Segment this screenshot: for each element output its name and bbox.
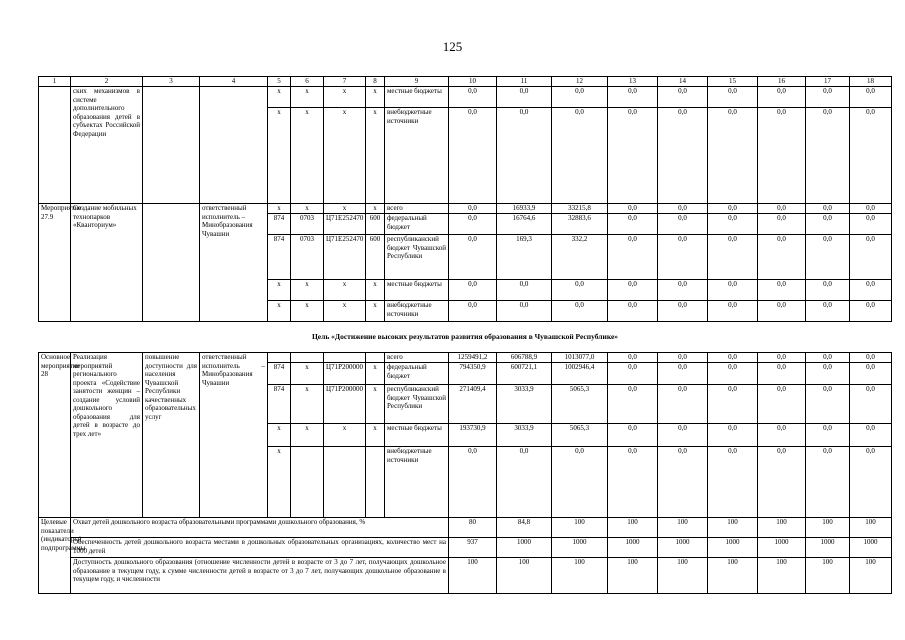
value-cell: 0,0 [708,87,758,108]
value-cell: 32883,6 [552,214,608,235]
value-cell: 0,0 [708,363,758,385]
event-number-cell [39,87,71,204]
code-cell [291,447,324,518]
code-cell: 0703 [291,235,324,280]
value-cell: 0,0 [708,353,758,363]
value-cell: 0,0 [658,280,708,301]
value-cell: 0,0 [608,87,658,108]
table-row [39,87,892,108]
code-cell: x [366,87,385,108]
value-cell: 0,0 [608,363,658,385]
funding-source: всего [385,353,449,363]
value-cell: 0,0 [806,447,850,518]
value-cell: 100 [850,558,892,594]
column-header: 10 [449,77,497,87]
value-cell: 0,0 [758,235,806,280]
value-cell: 0,0 [758,385,806,424]
value-cell: 0,0 [806,424,850,447]
value-cell: 271409,4 [449,385,497,424]
code-cell: x [366,204,385,214]
value-cell: 0,0 [552,447,608,518]
value-cell: 0,0 [758,447,806,518]
value-cell: 0,0 [850,385,892,424]
value-cell: 0,0 [758,363,806,385]
value-cell: 0,0 [758,424,806,447]
value-cell: 0,0 [758,301,806,322]
value-cell: 0,0 [497,447,552,518]
value-cell: 100 [608,558,658,594]
code-cell: x [366,301,385,322]
value-cell: 0,0 [608,424,658,447]
code-cell: 874 [268,363,291,385]
event-name: ских механизмов в системе дополнительного образования детей в субъектах Российской Федерации [71,87,143,204]
value-cell: 600721,1 [497,363,552,385]
column-header: 15 [708,77,758,87]
code-cell: x [291,385,324,424]
value-cell: 0,0 [608,353,658,363]
funding-source: федеральный бюджет [385,363,449,385]
value-cell: 100 [806,558,850,594]
code-cell [268,353,291,363]
value-cell: 0,0 [497,301,552,322]
value-cell: 794350,9 [449,363,497,385]
value-cell: 0,0 [850,301,892,322]
code-cell [291,353,324,363]
value-cell: 0,0 [658,424,708,447]
executor: ответственный исполнитель – Минобразования Чувашии [200,353,268,518]
code-cell: x [268,204,291,214]
value-cell: 0,0 [552,280,608,301]
value-cell: 0,0 [658,385,708,424]
value-cell: 0,0 [708,280,758,301]
value-cell: 3033,9 [497,424,552,447]
value-cell: 0,0 [449,87,497,108]
code-cell: x [324,87,366,108]
event-name: Создание мобильных технопарков «Кванториум» [71,204,143,322]
value-cell: 0,0 [497,87,552,108]
table-row [39,353,892,363]
value-cell: 0,0 [449,447,497,518]
value-cell: 0,0 [850,353,892,363]
column-header: 14 [658,77,708,87]
code-cell: x [324,280,366,301]
value-cell: 0,0 [658,204,708,214]
goal-cell [143,204,200,322]
code-cell: 874 [268,214,291,235]
value-cell: 0,0 [658,447,708,518]
value-cell: 0,0 [850,424,892,447]
value-cell: 100 [552,558,608,594]
code-cell: 874 [268,235,291,280]
code-cell: x [324,301,366,322]
column-header: 4 [200,77,268,87]
column-header: 11 [497,77,552,87]
column-header: 7 [324,77,366,87]
funding-source: местные бюджеты [385,280,449,301]
value-cell: 1002946,4 [552,363,608,385]
funding-source: местные бюджеты [385,87,449,108]
value-cell: 0,0 [806,87,850,108]
value-cell: 0,0 [850,214,892,235]
value-cell: 1000 [552,538,608,558]
code-cell [324,353,366,363]
code-cell: Ц71Р200000 [324,385,366,424]
value-cell: 0,0 [658,353,708,363]
column-header: 16 [758,77,806,87]
value-cell: 0,0 [708,447,758,518]
value-cell: 0,0 [608,280,658,301]
goal-cell [143,87,200,204]
indicator-row [39,558,892,594]
value-cell: 0,0 [449,301,497,322]
value-cell: 0,0 [708,204,758,214]
funding-source: внебюджетные источники [385,301,449,322]
value-cell: 5065,3 [552,385,608,424]
value-cell: 100 [658,558,708,594]
column-header: 2 [71,77,143,87]
value-cell: 100 [708,558,758,594]
value-cell: 0,0 [608,447,658,518]
value-cell: 0,0 [806,385,850,424]
value-cell: 16764,6 [497,214,552,235]
value-cell: 100 [497,558,552,594]
column-header: 1 [39,77,71,87]
value-cell: 33215,8 [552,204,608,214]
value-cell: 0,0 [658,87,708,108]
value-cell: 100 [850,518,892,538]
value-cell: 0,0 [497,108,552,204]
indicator-text: Доступность дошкольного образования (отношение численности детей в возрасте от 3 до 7 лет, получающих дошкольное образование в текущем году, к сумме численности детей в возрасте от 3 до 7 лет, получающих дошкольное образование в текущем году, и численности [71,558,449,594]
value-cell: 0,0 [708,424,758,447]
value-cell: 0,0 [850,280,892,301]
value-cell: 0,0 [708,235,758,280]
value-cell: 84,8 [497,518,552,538]
indicators-label: Целевые показатели (индикаторы) подпрограммы [39,518,71,594]
value-cell: 0,0 [708,214,758,235]
value-cell: 0,0 [658,363,708,385]
value-cell: 0,0 [608,214,658,235]
value-cell: 193730,9 [449,424,497,447]
value-cell: 80 [449,518,497,538]
column-header: 6 [291,77,324,87]
funding-source: республиканский бюджет Чувашской Республики [385,235,449,280]
goal-title: Цель «Достижение высоких результатов развития образования в Чувашской Республике» [311,331,619,341]
value-cell: 0,0 [806,353,850,363]
column-header: 8 [366,77,385,87]
value-cell: 0,0 [850,204,892,214]
value-cell: 0,0 [658,108,708,204]
value-cell: 1000 [658,538,708,558]
code-cell [324,447,366,518]
column-header: 12 [552,77,608,87]
column-header: 18 [850,77,892,87]
value-cell: 100 [658,518,708,538]
value-cell: 0,0 [608,235,658,280]
value-cell: 0,0 [552,301,608,322]
event-goal: повышение доступности для населения Чувашской Республики качественных образовательных услуг [143,353,200,518]
event-name: Реализация мероприятий регионального проекта «Содействие занятости женщин – создание условий дошкольного образования для детей в возрасте до трех лет» [71,353,143,518]
column-header: 17 [806,77,850,87]
budget-table [38,76,892,594]
value-cell: 0,0 [497,280,552,301]
value-cell: 5065,3 [552,424,608,447]
code-cell: 0703 [291,214,324,235]
value-cell: 0,0 [850,235,892,280]
code-cell: x [366,424,385,447]
value-cell: 937 [449,538,497,558]
page-number: 125 [442,39,463,54]
column-header: 9 [385,77,449,87]
code-cell: 600 [366,235,385,280]
indicator-row [39,518,892,538]
code-cell: x [291,301,324,322]
funding-source: республиканский бюджет Чувашской Республики [385,385,449,424]
executor-cell [200,87,268,204]
code-cell: x [268,108,291,204]
funding-source: внебюджетные источники [385,447,449,518]
value-cell: 0,0 [608,108,658,204]
event-number: Мероприятие 27.9 [39,204,71,322]
value-cell: 169,3 [497,235,552,280]
value-cell: 0,0 [758,87,806,108]
value-cell: 0,0 [850,447,892,518]
value-cell: 100 [806,518,850,538]
value-cell: 0,0 [850,108,892,204]
code-cell: x [268,424,291,447]
code-cell: Ц71Е252470 [324,235,366,280]
value-cell: 100 [708,518,758,538]
value-cell: 0,0 [708,108,758,204]
value-cell: 1000 [806,538,850,558]
value-cell: 1000 [608,538,658,558]
value-cell: 0,0 [758,108,806,204]
indicator-text: Охват детей дошкольного возраста образовательными программами дошкольного образования, % [71,518,449,538]
table-row [39,204,892,214]
value-cell: 100 [758,558,806,594]
value-cell: 0,0 [806,235,850,280]
column-header: 5 [268,77,291,87]
funding-source: внебюджетные источники [385,108,449,204]
value-cell: 0,0 [806,301,850,322]
code-cell [366,353,385,363]
value-cell: 0,0 [658,235,708,280]
code-cell: x [324,424,366,447]
code-cell: x [324,108,366,204]
value-cell: 0,0 [552,108,608,204]
event-number: Основное мероприятие 28 [39,353,71,518]
value-cell: 0,0 [758,204,806,214]
code-cell: x [291,204,324,214]
code-cell: 600 [366,214,385,235]
value-cell: 16933,9 [497,204,552,214]
value-cell: 1259491,2 [449,353,497,363]
value-cell: 0,0 [806,214,850,235]
value-cell: 1000 [708,538,758,558]
code-cell: 874 [268,385,291,424]
funding-source: федеральный бюджет [385,214,449,235]
value-cell: 100 [552,518,608,538]
code-cell: x [366,363,385,385]
code-cell: x [291,363,324,385]
value-cell: 0,0 [658,214,708,235]
code-cell: x [366,108,385,204]
value-cell: 0,0 [608,385,658,424]
code-cell: x [366,280,385,301]
value-cell: 0,0 [449,235,497,280]
value-cell: 100 [758,518,806,538]
value-cell: 1000 [758,538,806,558]
value-cell: 0,0 [758,353,806,363]
goal-row [39,322,892,353]
code-cell: x [268,87,291,108]
column-header: 13 [608,77,658,87]
code-cell: x [366,385,385,424]
value-cell: 0,0 [658,301,708,322]
value-cell: 0,0 [806,363,850,385]
funding-source: всего [385,204,449,214]
value-cell: 3033,9 [497,385,552,424]
code-cell: x [291,424,324,447]
column-header: 3 [143,77,200,87]
indicator-text: Обеспеченность детей дошкольного возраста местами в дошкольных образовательных организациях, количество мест на 1000 детей [71,538,449,558]
value-cell: 0,0 [708,385,758,424]
funding-source: местные бюджеты [385,424,449,447]
value-cell: 0,0 [608,301,658,322]
value-cell: 0,0 [806,204,850,214]
value-cell: 0,0 [449,280,497,301]
value-cell: 0,0 [758,214,806,235]
value-cell: 0,0 [806,108,850,204]
code-cell: x [291,108,324,204]
code-cell: Ц71Р200000 [324,363,366,385]
header-row [39,77,892,87]
value-cell: 0,0 [552,87,608,108]
value-cell: 1000 [497,538,552,558]
code-cell: x [268,280,291,301]
value-cell: 0,0 [806,280,850,301]
value-cell: 0,0 [758,280,806,301]
executor: ответственный исполнитель – Минобразования Чувашии [200,204,268,322]
value-cell: 0,0 [850,363,892,385]
code-cell: x [268,301,291,322]
value-cell: 0,0 [449,214,497,235]
value-cell: 0,0 [708,301,758,322]
value-cell: 1000 [850,538,892,558]
value-cell: 0,0 [449,204,497,214]
code-cell: x [268,447,291,518]
code-cell: x [324,204,366,214]
code-cell: x [291,87,324,108]
code-cell: Ц71Е252470 [324,214,366,235]
value-cell: 606788,9 [497,353,552,363]
value-cell: 0,0 [449,108,497,204]
code-cell: x [291,280,324,301]
value-cell: 0,0 [608,204,658,214]
value-cell: 332,2 [552,235,608,280]
value-cell: 1013077,0 [552,353,608,363]
value-cell: 100 [608,518,658,538]
value-cell: 0,0 [850,87,892,108]
indicator-row [39,538,892,558]
value-cell: 100 [449,558,497,594]
code-cell [366,447,385,518]
